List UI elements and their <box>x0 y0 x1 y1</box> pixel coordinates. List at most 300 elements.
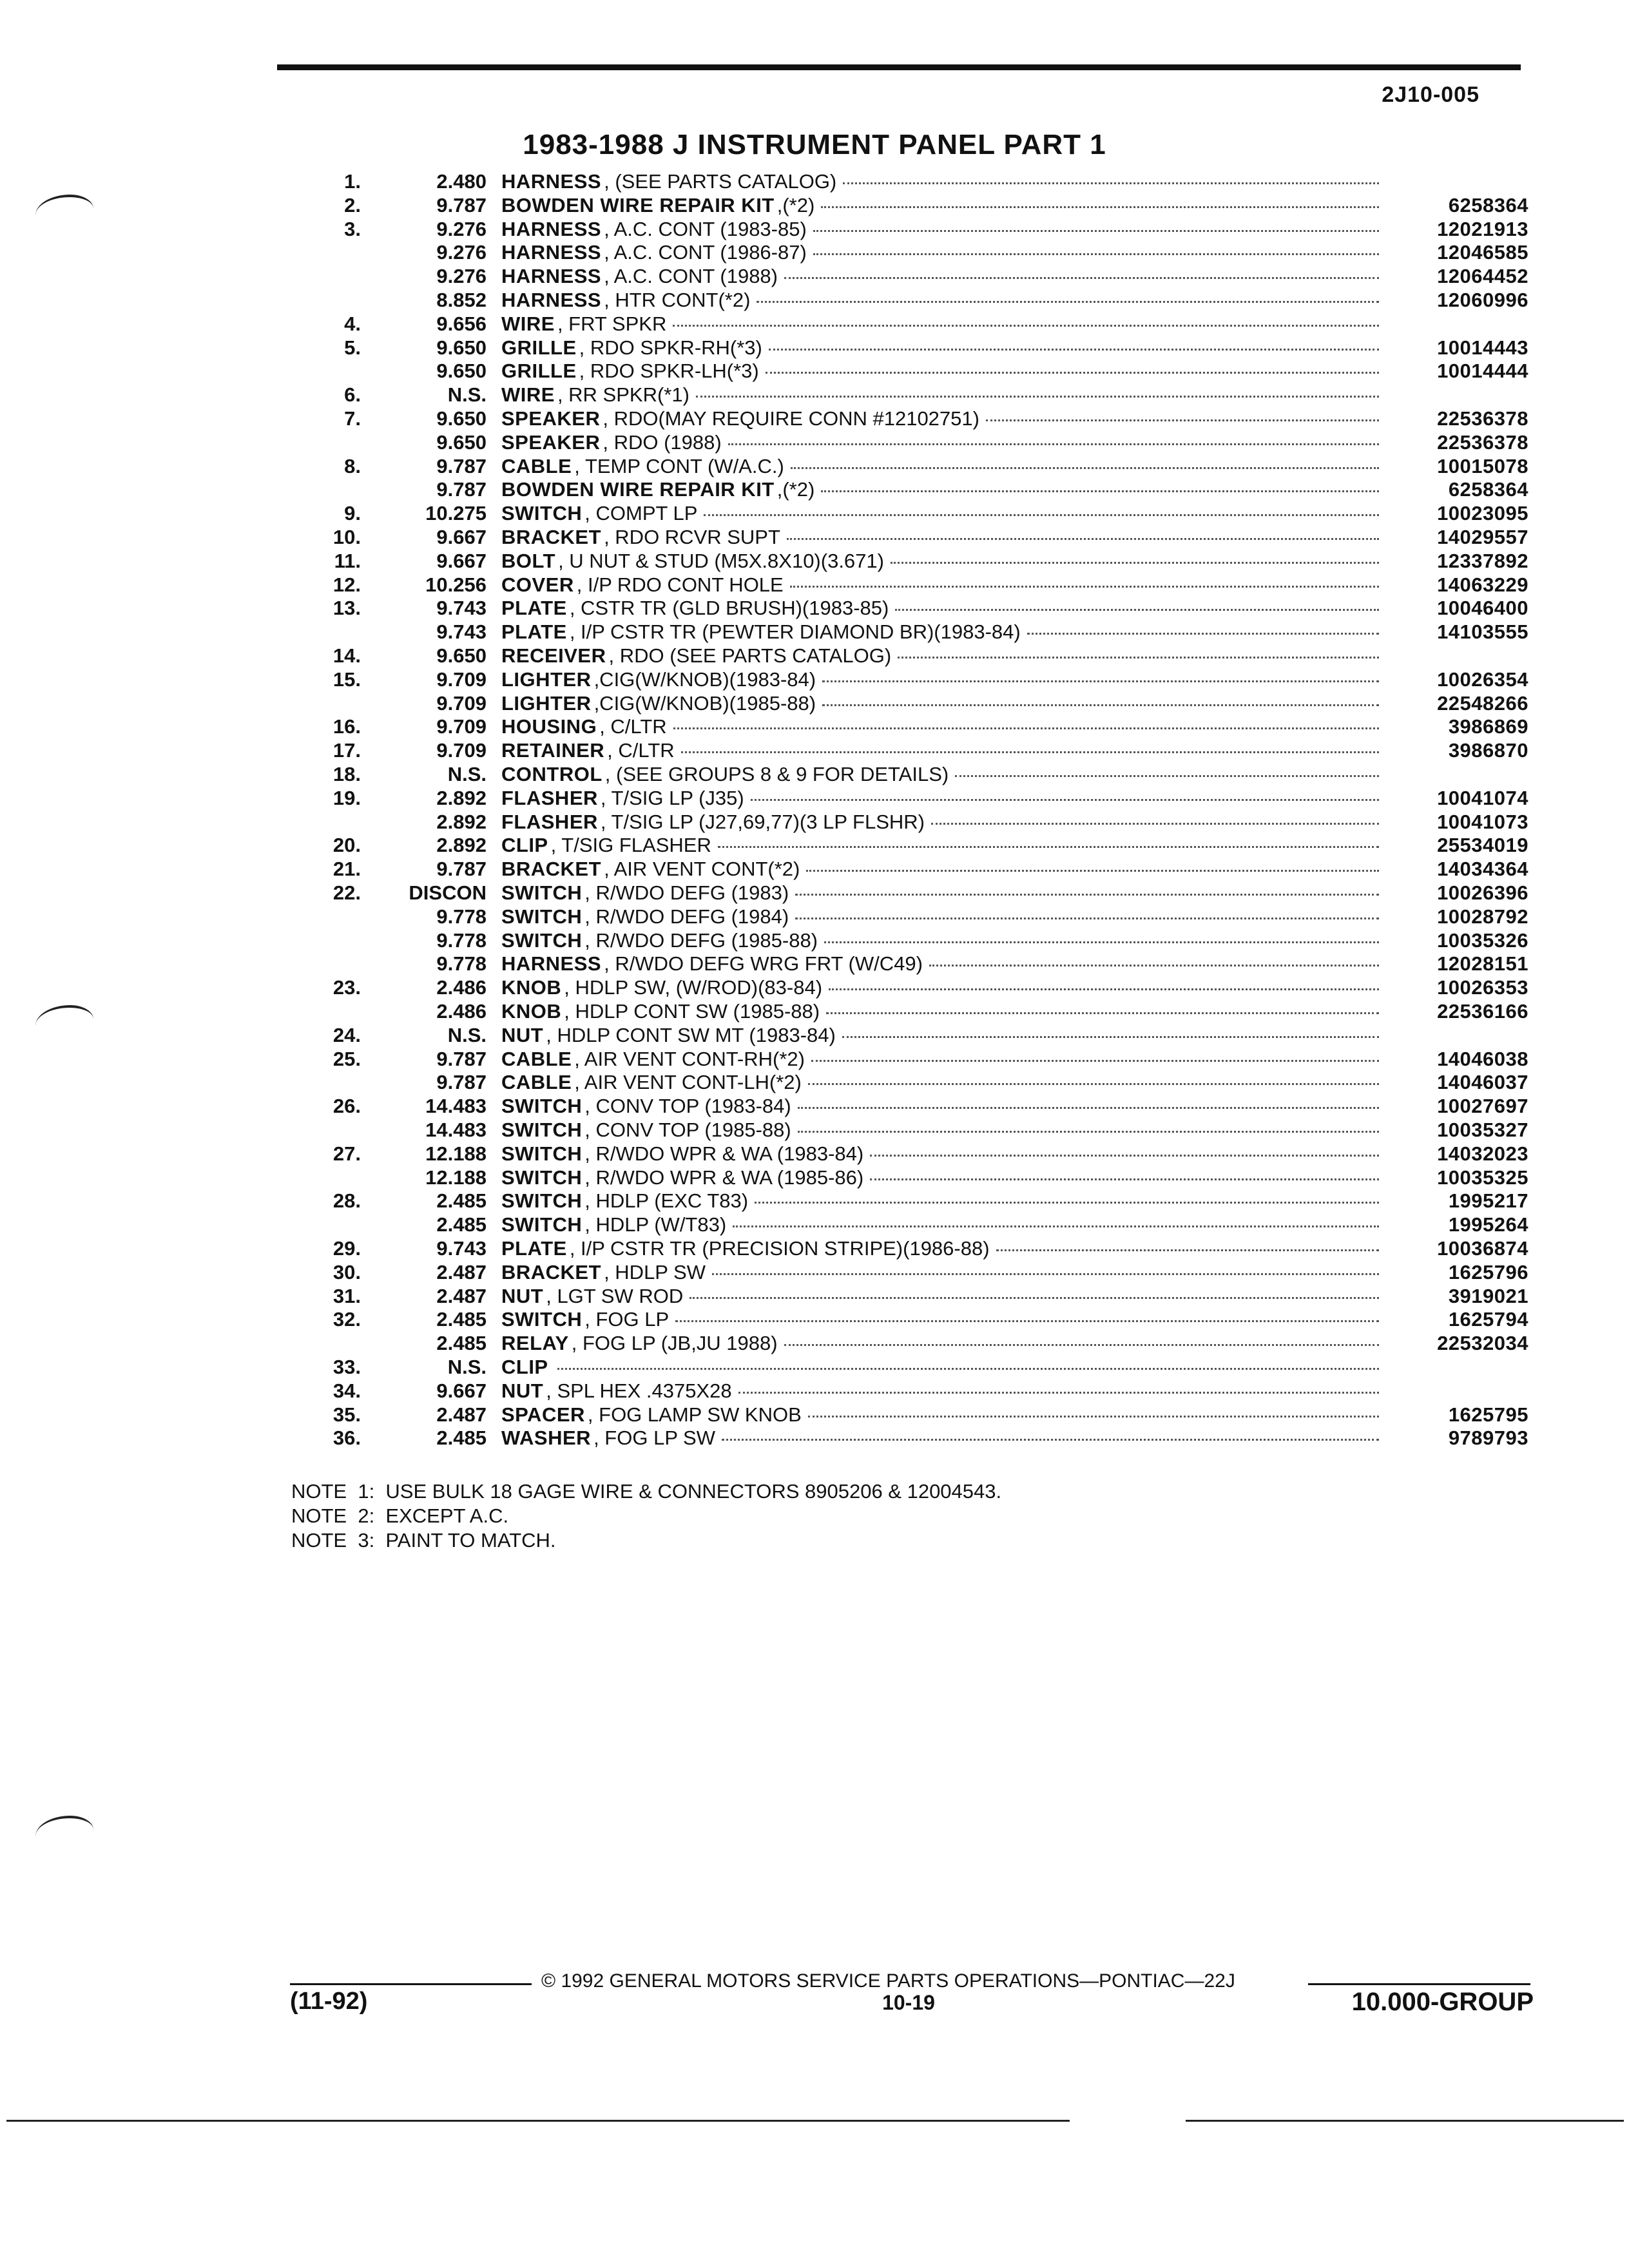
part-number: 10041074 <box>1437 786 1528 809</box>
part-row <box>0 550 1629 573</box>
group-number: 9.667 <box>436 549 487 572</box>
item-number: 32. <box>333 1308 361 1331</box>
part-row <box>0 336 1629 360</box>
group-number: 9.743 <box>436 620 487 644</box>
item-number: 18. <box>333 763 361 785</box>
group-number: 2.485 <box>436 1332 487 1355</box>
leader-dots <box>766 371 1379 374</box>
part-description <box>501 597 1379 620</box>
part-row <box>0 858 1629 881</box>
leader-dots <box>1027 632 1379 635</box>
part-spec: , HDLP SW, (W/ROD)(83-84) <box>564 976 823 999</box>
part-number: 3919021 <box>1448 1284 1528 1307</box>
part-spec: , I/P RDO CONT HOLE <box>576 573 784 596</box>
part-name: NUT <box>501 1379 544 1402</box>
part-spec: , C/LTR <box>599 715 667 738</box>
item-number: 17. <box>333 739 361 762</box>
item-number: 23. <box>333 976 361 999</box>
group-number: 9.778 <box>436 952 487 975</box>
part-spec: , RDO RCVR SUPT <box>604 526 780 548</box>
leader-dots <box>757 300 1379 303</box>
part-spec: , RDO SPKR-RH(*3) <box>579 336 762 359</box>
part-name: HARNESS <box>501 217 602 240</box>
leader-dots <box>870 1178 1379 1180</box>
group-number: 9.787 <box>436 858 487 881</box>
group-number: 9.276 <box>436 241 487 264</box>
group-number: 9.650 <box>436 430 487 454</box>
group-number: 9.778 <box>436 905 487 928</box>
leader-dots <box>813 253 1379 255</box>
part-description <box>501 763 1379 787</box>
part-number: 22548266 <box>1437 691 1528 715</box>
part-description <box>501 905 1379 929</box>
part-spec: , T/SIG FLASHER <box>550 834 711 857</box>
part-row <box>0 1166 1629 1190</box>
part-number: 10035326 <box>1437 928 1528 952</box>
bottom-rule <box>6 2120 1070 2122</box>
part-row <box>0 383 1629 407</box>
item-number: 20. <box>333 834 361 857</box>
part-spec: , R/WDO WPR & WA (1985-86) <box>584 1166 864 1189</box>
part-row <box>0 1285 1629 1309</box>
part-spec: , AIR VENT CONT-LH(*2) <box>574 1071 802 1094</box>
part-description <box>501 502 1379 526</box>
part-number: 1625795 <box>1448 1403 1528 1426</box>
part-description <box>501 194 1379 218</box>
group-number: 14.483 <box>425 1095 487 1118</box>
group-number: 2.487 <box>436 1403 487 1426</box>
part-name: HARNESS <box>501 289 602 311</box>
part-number: 12337892 <box>1437 549 1528 572</box>
part-description <box>501 289 1379 312</box>
leader-dots <box>791 466 1379 469</box>
part-description <box>501 1095 1379 1119</box>
part-row <box>0 170 1629 194</box>
part-name: CLIP <box>501 834 548 857</box>
part-spec: , RDO (SEE PARTS CATALOG) <box>608 644 892 667</box>
part-spec: , SPL HEX .4375X28 <box>546 1379 732 1402</box>
part-name: HARNESS <box>501 170 602 193</box>
part-name: SPEAKER <box>501 430 601 454</box>
part-spec: , HDLP CONT SW MT (1983-84) <box>546 1023 836 1046</box>
part-description <box>501 1261 1379 1285</box>
footer-rule-right <box>1308 1983 1530 1985</box>
part-spec: , FOG LP SW <box>593 1427 715 1450</box>
part-description <box>501 1308 1379 1332</box>
leader-dots <box>704 514 1379 516</box>
part-row <box>0 1308 1629 1332</box>
part-row <box>0 620 1629 644</box>
leader-dots <box>842 1035 1379 1038</box>
part-number: 10027697 <box>1437 1095 1528 1118</box>
group-number: 9.743 <box>436 597 487 620</box>
leader-dots <box>681 751 1379 753</box>
leader-dots <box>673 727 1379 729</box>
part-name: CABLE <box>501 1071 572 1094</box>
leader-dots <box>931 822 1379 825</box>
part-spec: , FRT SPKR <box>557 312 667 335</box>
part-row <box>0 1024 1629 1048</box>
group-number: 9.787 <box>436 1047 487 1070</box>
part-row <box>0 194 1629 218</box>
part-row <box>0 218 1629 242</box>
part-number: 10026353 <box>1437 976 1528 999</box>
part-spec: , T/SIG LP (J35) <box>600 786 744 809</box>
part-name: CABLE <box>501 454 572 477</box>
part-row <box>0 668 1629 692</box>
leader-dots <box>822 704 1379 706</box>
leader-dots <box>790 585 1379 588</box>
part-spec: , T/SIG LP (J27,69,77)(3 LP FLSHR) <box>600 810 925 833</box>
group-number: N.S. <box>447 763 487 785</box>
part-name: WIRE <box>501 312 555 335</box>
item-number: 30. <box>333 1260 361 1283</box>
part-number: 10026396 <box>1437 881 1528 904</box>
part-number: 10041073 <box>1437 810 1528 833</box>
part-row <box>0 834 1629 858</box>
part-description <box>501 455 1379 479</box>
group-number: 9.650 <box>436 644 487 667</box>
part-name: SWITCH <box>501 1095 583 1118</box>
leader-dots <box>811 1059 1379 1062</box>
part-number: 12060996 <box>1437 289 1528 311</box>
part-spec: ,CIG(W/KNOB)(1983-84) <box>593 668 816 691</box>
part-name: HOUSING <box>501 715 597 738</box>
group-number: DISCON <box>409 881 487 904</box>
leader-dots <box>718 845 1379 848</box>
part-row <box>0 478 1629 502</box>
part-row <box>0 573 1629 597</box>
part-description <box>501 1356 1379 1379</box>
footer-copyright: © 1992 GENERAL MOTORS SERVICE PARTS OPERATIONS—PONTIAC—22J <box>541 1970 1235 1992</box>
part-number: 14034364 <box>1437 858 1528 881</box>
leader-dots <box>806 869 1379 872</box>
group-number: 2.892 <box>436 786 487 809</box>
part-number: 12064452 <box>1437 265 1528 288</box>
leader-dots <box>728 443 1379 445</box>
leader-dots <box>712 1273 1379 1275</box>
part-spec: ,(*2) <box>776 478 815 501</box>
leader-dots <box>787 537 1379 540</box>
leader-dots <box>795 917 1379 919</box>
part-row <box>0 644 1629 668</box>
part-spec: , U NUT & STUD (M5X.8X10)(3.671) <box>558 549 884 572</box>
part-number: 10015078 <box>1437 454 1528 477</box>
part-description <box>501 526 1379 550</box>
part-spec: ,(*2) <box>776 193 815 216</box>
part-description <box>501 1142 1379 1166</box>
item-number: 24. <box>333 1023 361 1046</box>
part-row <box>0 739 1629 763</box>
footer-group: 10.000-GROUP <box>1351 1988 1534 2016</box>
part-name: CABLE <box>501 1047 572 1070</box>
part-description <box>501 1024 1379 1048</box>
part-description <box>501 1048 1379 1072</box>
group-number: 9.276 <box>436 265 487 288</box>
part-spec: , I/P CSTR TR (PEWTER DIAMOND BR)(1983-84) <box>569 620 1021 644</box>
notes-section <box>291 1479 1001 1553</box>
leader-dots <box>824 941 1379 943</box>
leader-dots <box>696 395 1379 398</box>
part-name: SWITCH <box>501 1166 583 1189</box>
part-name: COVER <box>501 573 574 596</box>
part-spec: , COMPT LP <box>584 502 698 525</box>
part-description <box>501 312 1379 336</box>
leader-dots <box>769 348 1379 351</box>
group-number: 2.485 <box>436 1213 487 1236</box>
footer-page-number: 10-19 <box>882 1991 935 2014</box>
leader-dots <box>986 419 1379 421</box>
part-description <box>501 1285 1379 1309</box>
part-description <box>501 1332 1379 1356</box>
part-row <box>0 1048 1629 1072</box>
part-row <box>0 1332 1629 1356</box>
part-row <box>0 715 1629 739</box>
part-spec: , AIR VENT CONT-RH(*2) <box>574 1047 805 1070</box>
part-number: 10014443 <box>1437 336 1528 359</box>
leader-dots <box>955 774 1379 777</box>
part-spec: , (SEE PARTS CATALOG) <box>604 170 837 193</box>
top-rule <box>277 64 1521 70</box>
part-name: WIRE <box>501 383 555 407</box>
part-number: 12021913 <box>1437 217 1528 240</box>
part-row <box>0 881 1629 905</box>
item-number: 31. <box>333 1284 361 1307</box>
part-row <box>0 241 1629 265</box>
part-name: BRACKET <box>501 526 602 548</box>
part-spec: , HDLP SW <box>604 1260 706 1283</box>
part-row <box>0 929 1629 953</box>
leader-dots <box>929 964 1379 966</box>
part-description <box>501 550 1379 573</box>
item-number: 3. <box>344 217 361 240</box>
part-name: GRILLE <box>501 336 577 359</box>
item-number: 11. <box>334 549 361 572</box>
part-number: 1995217 <box>1448 1189 1528 1213</box>
item-number: 10. <box>333 526 361 548</box>
leader-dots <box>898 656 1379 658</box>
leader-dots <box>826 1012 1379 1014</box>
group-number: 2.892 <box>436 834 487 857</box>
part-row <box>0 1119 1629 1142</box>
part-number: 6258364 <box>1448 478 1528 501</box>
part-description <box>501 787 1379 811</box>
part-name: BOWDEN WIRE REPAIR KIT <box>501 478 775 501</box>
part-number: 25534019 <box>1437 834 1528 857</box>
note-line: NOTE 3: PAINT TO MATCH. <box>291 1529 556 1552</box>
part-number: 10014444 <box>1437 360 1528 383</box>
group-number: 9.778 <box>436 928 487 952</box>
part-description <box>501 218 1379 242</box>
group-number: 9.650 <box>436 360 487 383</box>
group-number: 9.276 <box>436 217 487 240</box>
part-name: SWITCH <box>501 928 583 952</box>
note-line: NOTE 1: USE BULK 18 GAGE WIRE & CONNECTORS 8905206 & 12004543. <box>291 1480 1002 1503</box>
part-description <box>501 1000 1379 1024</box>
group-number: 9.667 <box>436 1379 487 1402</box>
part-name: GRILLE <box>501 360 577 383</box>
group-number: 9.787 <box>436 1071 487 1094</box>
part-description <box>501 265 1379 289</box>
part-spec: , RDO SPKR-LH(*3) <box>579 360 759 383</box>
leader-dots <box>843 182 1379 184</box>
part-description <box>501 620 1379 644</box>
part-name: HARNESS <box>501 952 602 975</box>
part-number: 10035327 <box>1437 1119 1528 1141</box>
group-number: 12.188 <box>425 1166 487 1189</box>
group-number: 9.650 <box>436 336 487 359</box>
part-description <box>501 431 1379 455</box>
item-number: 25. <box>333 1047 361 1070</box>
group-number: N.S. <box>447 383 487 407</box>
part-name: BOWDEN WIRE REPAIR KIT <box>501 193 775 216</box>
part-spec: , R/WDO WPR & WA (1983-84) <box>584 1142 864 1165</box>
leader-dots <box>996 1249 1379 1251</box>
group-number: 14.483 <box>425 1119 487 1141</box>
group-number: 9.709 <box>436 739 487 762</box>
group-number: N.S. <box>447 1023 487 1046</box>
item-number: 33. <box>333 1356 361 1378</box>
part-row <box>0 952 1629 976</box>
binder-hole-mark <box>35 1816 93 1850</box>
part-description <box>501 170 1379 194</box>
part-number: 14029557 <box>1437 526 1528 548</box>
part-spec: , A.C. CONT (1988) <box>604 265 778 288</box>
part-row <box>0 1189 1629 1213</box>
part-row <box>0 455 1629 479</box>
part-row <box>0 1403 1629 1427</box>
part-spec: , R/WDO DEFG (1984) <box>584 905 789 928</box>
part-name: SWITCH <box>501 1189 583 1213</box>
part-spec: , A.C. CONT (1986-87) <box>604 241 807 264</box>
group-number: 2.486 <box>436 1000 487 1023</box>
bottom-rule <box>1186 2120 1624 2122</box>
part-spec: , FOG LAMP SW KNOB <box>587 1403 802 1426</box>
item-number: 28. <box>333 1189 361 1213</box>
leader-dots <box>738 1391 1379 1394</box>
part-name: SPEAKER <box>501 407 601 430</box>
part-row <box>0 597 1629 620</box>
leader-dots <box>813 229 1379 232</box>
group-number: 9.650 <box>436 407 487 430</box>
part-name: SWITCH <box>501 1119 583 1141</box>
part-number: 10023095 <box>1437 502 1528 525</box>
part-number: 10028792 <box>1437 905 1528 928</box>
part-name: SPACER <box>501 1403 585 1426</box>
part-number: 12028151 <box>1437 952 1528 975</box>
part-number: 10036874 <box>1437 1237 1528 1260</box>
part-number: 3986869 <box>1448 715 1528 738</box>
part-name: PLATE <box>501 597 567 620</box>
leader-dots <box>870 1154 1379 1157</box>
part-description <box>501 1119 1379 1142</box>
part-number: 14032023 <box>1437 1142 1528 1165</box>
part-name: WASHER <box>501 1427 592 1450</box>
part-row <box>0 905 1629 929</box>
part-spec: , HDLP CONT SW (1985-88) <box>564 1000 820 1023</box>
leader-dots <box>689 1296 1379 1299</box>
part-row <box>0 1213 1629 1237</box>
part-spec: , R/WDO DEFG (1985-88) <box>584 928 818 952</box>
part-name: HARNESS <box>501 265 602 288</box>
item-number: 4. <box>344 312 361 335</box>
item-number: 34. <box>333 1379 361 1402</box>
leader-dots <box>795 893 1379 896</box>
part-spec: , RDO(MAY REQUIRE CONN #12102751) <box>602 407 979 430</box>
leader-dots <box>755 1201 1379 1204</box>
part-description <box>501 241 1379 265</box>
part-row <box>0 1142 1629 1166</box>
part-spec: , FOG LP (JB,JU 1988) <box>571 1332 778 1355</box>
part-name: FLASHER <box>501 786 598 809</box>
item-number: 19. <box>333 786 361 809</box>
part-number: 22536166 <box>1437 1000 1528 1023</box>
part-name: CONTROL <box>501 763 602 785</box>
item-number: 15. <box>333 668 361 691</box>
item-number: 1. <box>344 170 361 193</box>
part-spec: , FOG LP <box>584 1308 670 1331</box>
part-description <box>501 834 1379 858</box>
part-name: LIGHTER <box>501 691 592 715</box>
part-number: 1625796 <box>1448 1260 1528 1283</box>
part-spec: ,CIG(W/KNOB)(1985-88) <box>593 691 816 715</box>
part-description <box>501 715 1379 739</box>
leader-dots <box>798 1130 1379 1133</box>
item-number: 6. <box>344 383 361 407</box>
part-description <box>501 360 1379 383</box>
part-description <box>501 739 1379 763</box>
part-description <box>501 644 1379 668</box>
part-number: 14046037 <box>1437 1071 1528 1094</box>
part-name: SWITCH <box>501 1308 583 1331</box>
part-name: CLIP <box>501 1356 548 1378</box>
part-description <box>501 1379 1379 1403</box>
part-number: 10046400 <box>1437 597 1528 620</box>
item-number: 14. <box>333 644 361 667</box>
part-description <box>501 668 1379 692</box>
part-row <box>0 360 1629 383</box>
part-name: PLATE <box>501 1237 567 1260</box>
part-description <box>501 692 1379 716</box>
part-spec: , RDO (1988) <box>602 430 722 454</box>
part-description <box>501 336 1379 360</box>
item-number: 8. <box>344 454 361 477</box>
group-number: 9.656 <box>436 312 487 335</box>
item-number: 9. <box>344 502 361 525</box>
part-spec: , CSTR TR (GLD BRUSH)(1983-85) <box>569 597 889 620</box>
item-number: 26. <box>333 1095 361 1118</box>
part-number: 10026354 <box>1437 668 1528 691</box>
part-description <box>501 478 1379 502</box>
leader-dots <box>557 1367 1379 1370</box>
part-spec: , (SEE GROUPS 8 & 9 FOR DETAILS) <box>604 763 949 785</box>
part-number: 1995264 <box>1448 1213 1528 1236</box>
part-row <box>0 1379 1629 1403</box>
part-spec: , R/WDO DEFG WRG FRT (W/C49) <box>604 952 923 975</box>
leader-dots <box>821 490 1379 492</box>
part-description <box>501 1189 1379 1213</box>
item-number: 27. <box>333 1142 361 1165</box>
item-number: 2. <box>344 193 361 216</box>
part-row <box>0 787 1629 811</box>
part-row <box>0 1261 1629 1285</box>
group-number: 2.486 <box>436 976 487 999</box>
part-number: 10035325 <box>1437 1166 1528 1189</box>
part-row <box>0 1356 1629 1379</box>
item-number: 29. <box>333 1237 361 1260</box>
part-description <box>501 1213 1379 1237</box>
part-name: HARNESS <box>501 241 602 264</box>
